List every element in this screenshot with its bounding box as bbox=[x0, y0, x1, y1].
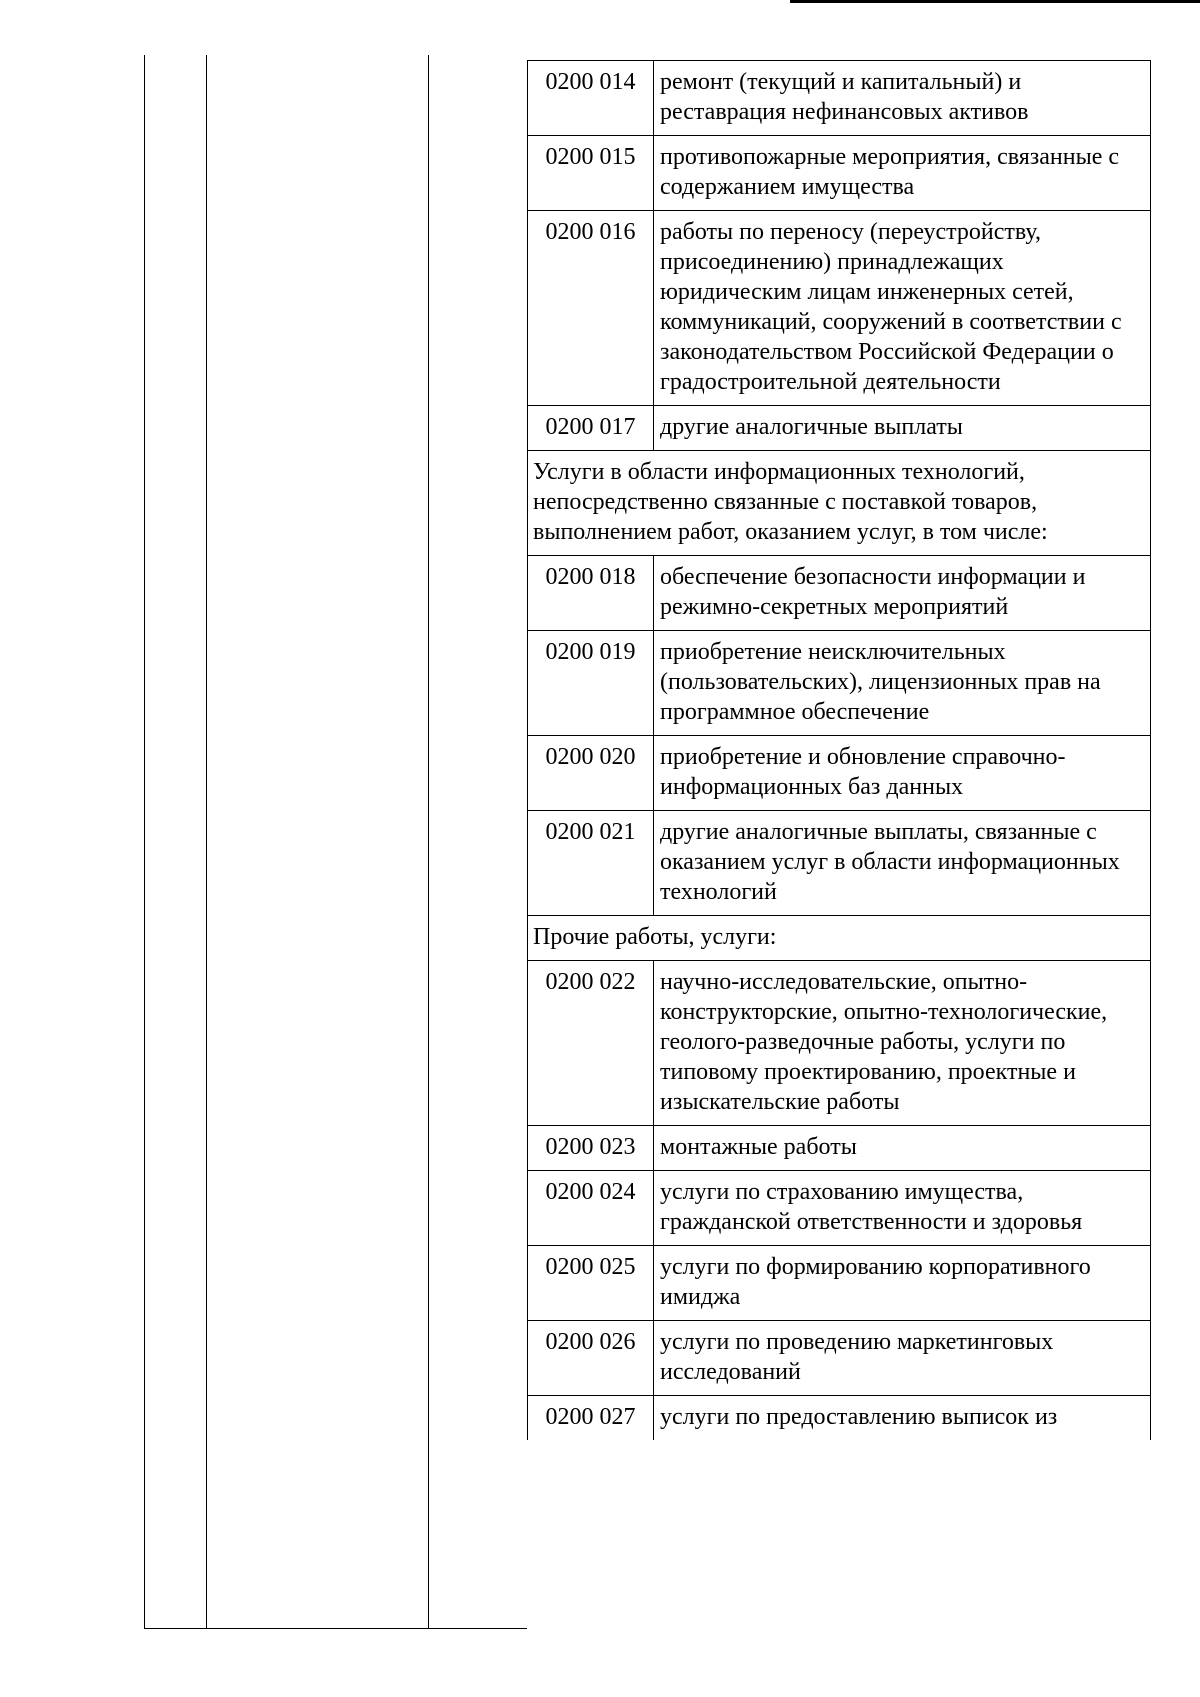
code-cell: 0200 024 bbox=[528, 1171, 654, 1245]
code-cell: 0200 026 bbox=[528, 1321, 654, 1395]
table-row bbox=[528, 1126, 1150, 1171]
description-cell: монтажные работы bbox=[660, 1134, 857, 1160]
code-cell: 0200 014 bbox=[528, 61, 654, 135]
table-row bbox=[528, 1171, 1150, 1246]
code-cell: 0200 017 bbox=[528, 406, 654, 450]
description-cell: услуги по формированию корпоративного имиджа bbox=[660, 1254, 1091, 1310]
description-cell: услуги по страхованию имущества, гражданской ответственности и здоровья bbox=[660, 1179, 1083, 1235]
description-cell: приобретение неисключительных (пользовательских), лицензионных прав на программное обеспечение bbox=[660, 639, 1101, 725]
table-row bbox=[528, 811, 1150, 916]
table-row bbox=[528, 61, 1150, 136]
description-cell: приобретение и обновление справочно-информационных баз данных bbox=[660, 744, 1066, 800]
description-cell: ремонт (текущий и капитальный) и реставрация нефинансовых активов bbox=[660, 69, 1029, 125]
table-row bbox=[528, 631, 1150, 736]
description-cell: другие аналогичные выплаты, связанные с оказанием услуг в области информационных технологий bbox=[660, 819, 1120, 905]
outer-table-col-divider-2 bbox=[428, 55, 429, 1628]
table-row bbox=[528, 1246, 1150, 1321]
code-cell: 0200 020 bbox=[528, 736, 654, 810]
group-heading-row: Прочие работы, услуги: bbox=[528, 916, 1150, 961]
code-cell: 0200 018 bbox=[528, 556, 654, 630]
table-row bbox=[528, 1396, 1150, 1440]
table-row bbox=[528, 736, 1150, 811]
table-row bbox=[528, 961, 1150, 1126]
table-row bbox=[528, 406, 1150, 451]
outer-table-border-left bbox=[144, 55, 145, 1628]
code-cell: 0200 021 bbox=[528, 811, 654, 915]
description-cell: другие аналогичные выплаты bbox=[660, 414, 963, 440]
code-cell: 0200 023 bbox=[528, 1126, 654, 1170]
outer-table-col-divider-1 bbox=[206, 55, 207, 1628]
description-cell: научно-исследовательские, опытно-конструкторские, опытно-технологические, геолого-разведочные работы, услуги по типовому проектированию, проектные и изыскательские работы bbox=[660, 969, 1108, 1115]
code-cell: 0200 022 bbox=[528, 961, 654, 1125]
table-row bbox=[528, 211, 1150, 406]
code-cell: 0200 027 bbox=[528, 1396, 654, 1440]
code-cell: 0200 019 bbox=[528, 631, 654, 735]
description-cell: услуги по проведению маркетинговых исследований bbox=[660, 1329, 1054, 1385]
code-cell: 0200 015 bbox=[528, 136, 654, 210]
scan-edge-line bbox=[790, 0, 1200, 3]
description-cell: обеспечение безопасности информации и режимно-секретных мероприятий bbox=[660, 564, 1086, 620]
code-table bbox=[527, 60, 1151, 1440]
code-cell: 0200 016 bbox=[528, 211, 654, 405]
description-cell: работы по переносу (переустройству, присоединению) принадлежащих юридическим лицам инженерных сетей, коммуникаций, сооружений в соответствии с законодательством Российской Федерации о градостроительной деятельности bbox=[660, 219, 1122, 395]
code-cell: 0200 025 bbox=[528, 1246, 654, 1320]
table-row bbox=[528, 136, 1150, 211]
description-cell: услуги по предоставлению выписок из bbox=[660, 1404, 1058, 1430]
group-heading-row: Услуги в области информационных технологий, непосредственно связанные с поставкой товаров, выполнением работ, оказанием услуг, в том числе: bbox=[528, 451, 1150, 556]
table-row bbox=[528, 556, 1150, 631]
description-cell: противопожарные мероприятия, связанные с содержанием имущества bbox=[660, 144, 1120, 200]
outer-table-bottom-border bbox=[144, 1628, 527, 1629]
table-row bbox=[528, 1321, 1150, 1396]
